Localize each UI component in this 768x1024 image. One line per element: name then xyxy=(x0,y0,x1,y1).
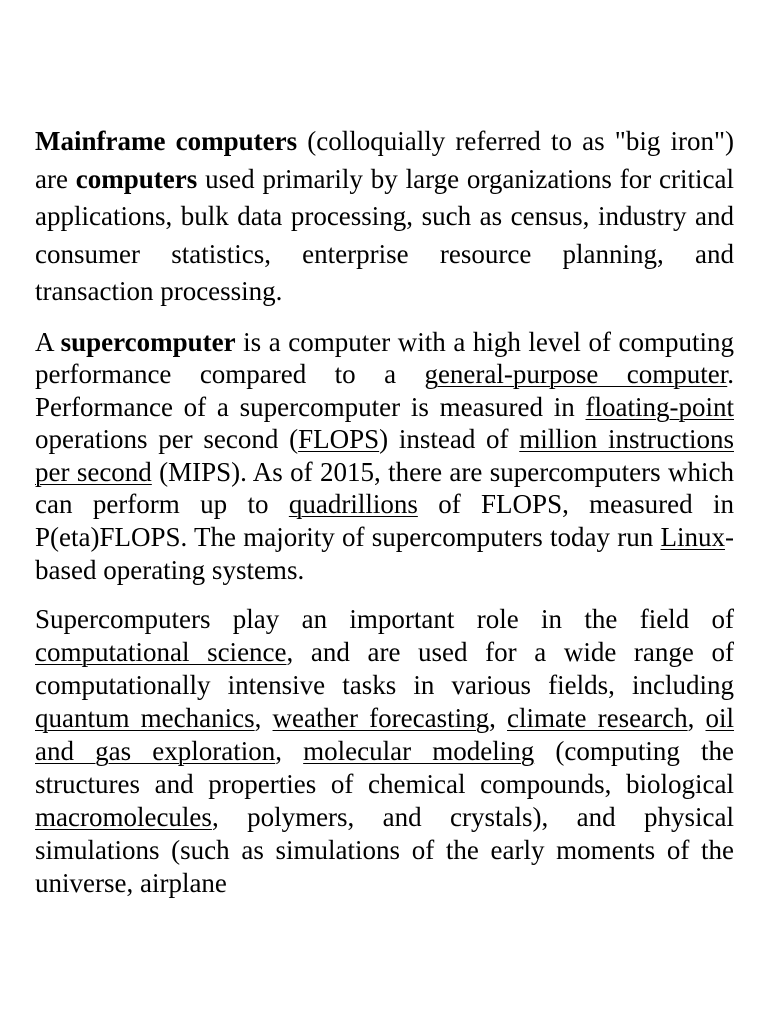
text-segment: Supercomputers play an important role in the field of xyxy=(35,604,734,635)
text-segment: , polymers, and crystals), and physical simulations (such as simulations of the early moments of the universe, airplane xyxy=(35,801,734,898)
bold-term-computers: computers xyxy=(75,163,198,194)
link-linux[interactable]: Linux xyxy=(660,522,725,553)
text-segment: A xyxy=(35,326,61,357)
text-segment: used primarily by large organizations for critical applications, bulk data processing, such as census, industry and consumer statistics, enterprise resource planning, and transaction processing. xyxy=(35,163,734,306)
paragraph-supercomputer-uses xyxy=(35,603,734,899)
text-segment: , and are used for a wide range of computationally intensive tasks in various fields, including xyxy=(35,637,734,701)
link-climate-research[interactable]: climate research xyxy=(507,702,688,733)
bold-term-mainframe-computers: Mainframe computers xyxy=(35,126,298,156)
text-segment: , xyxy=(254,702,273,733)
text-segment: , xyxy=(687,702,706,733)
text-segment: ) instead of xyxy=(379,424,520,455)
text-segment: (MIPS). As of 2015, there are supercomputers which can perform up to xyxy=(35,456,734,520)
document-page xyxy=(35,123,734,899)
link-quadrillions[interactable]: quadrillions xyxy=(288,489,418,520)
text-segment: -based operating systems. xyxy=(35,522,734,585)
text-segment: , xyxy=(275,735,304,766)
text-segment: (computing the structures and properties of chemical compounds, biological xyxy=(35,735,735,799)
link-weather-forecasting[interactable]: weather forecasting xyxy=(272,702,490,733)
text-segment: . Performance of a supercomputer is measured in xyxy=(35,359,734,422)
text-segment: (colloquially referred to as "big iron") are xyxy=(35,126,734,194)
link-molecular-modeling[interactable]: molecular modeling xyxy=(303,735,535,766)
link-oil-and-gas-exploration[interactable]: oil and gas exploration xyxy=(35,702,735,766)
link-macromolecules[interactable]: macromolecules xyxy=(35,801,212,832)
text-segment: operations per second ( xyxy=(35,424,299,455)
text-segment: of FLOPS, measured in P(eta)FLOPS. The majority of supercomputers today run xyxy=(35,489,734,553)
text-segment: , xyxy=(489,702,508,733)
link-million-instructions-per-second[interactable]: million instructions per second xyxy=(35,424,734,487)
bold-term-supercomputer: supercomputer xyxy=(60,326,236,357)
link-flops[interactable]: FLOPS xyxy=(298,424,380,455)
text-segment: is a computer with a high level of computing performance compared to a xyxy=(35,326,734,390)
paragraph-supercomputer xyxy=(35,326,734,587)
link-computational-science[interactable]: computational science xyxy=(35,637,287,668)
paragraph-mainframe xyxy=(35,123,734,311)
link-quantum-mechanics[interactable]: quantum mechanics xyxy=(35,702,255,733)
link-general-purpose-computer[interactable]: general-purpose computer xyxy=(424,359,728,390)
link-floating-point[interactable]: floating-point xyxy=(585,391,734,422)
